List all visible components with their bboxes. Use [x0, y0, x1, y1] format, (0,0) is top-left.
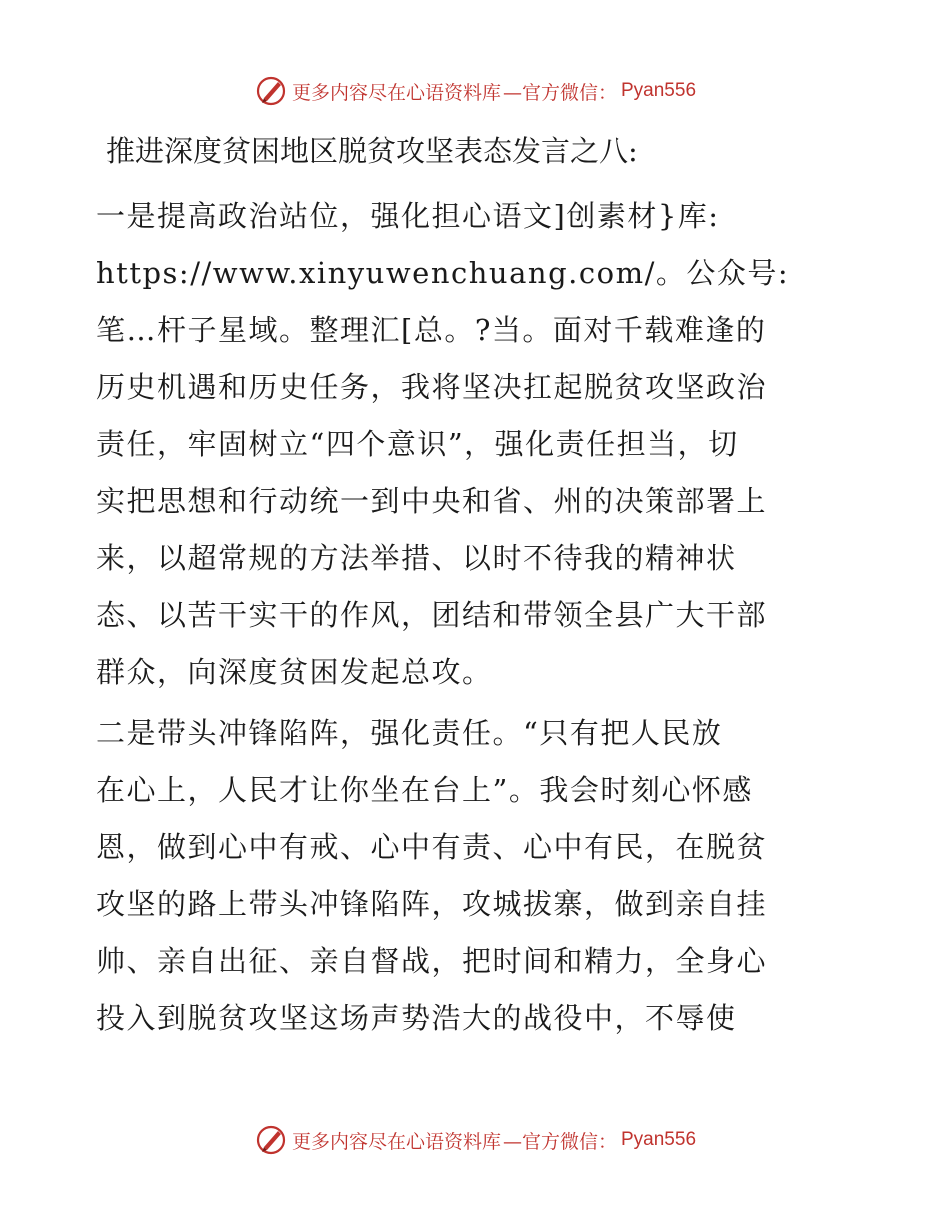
text-line: 历史机遇和历史任务，我将坚决扛起脱贫攻坚政治	[96, 370, 768, 404]
paragraph-1	[96, 188, 866, 701]
banner-official-text: —官方微信：	[502, 1130, 617, 1153]
banner-official-text: —官方微信：	[502, 81, 617, 104]
text-line: 责任，牢固树立“四个意识”，强化责任担当，切	[96, 427, 739, 461]
text-line: 在心上，人民才让你坐在台上”。我会时刻心怀感	[96, 773, 753, 807]
document-body	[96, 128, 866, 1051]
text-line: 投入到脱贫攻坚这场声势浩大的战役中，不辱使	[96, 1001, 737, 1035]
footer-banner	[0, 1120, 950, 1160]
text-line: 恩，做到心中有戒、心中有责、心中有民，在脱贫	[96, 830, 768, 864]
text-line: 笔…杆子星域。整理汇[总。?当。面对千载难逢的	[96, 313, 767, 347]
header-banner	[0, 71, 950, 111]
text-line: https://www.xinyuwenchuang.com/。公众号:	[96, 256, 790, 290]
document-title: 推进深度贫困地区脱贫攻坚表态发言之八:	[106, 134, 638, 168]
text-line: 态、以苦干实干的作风，团结和带领全县广大干部	[96, 598, 768, 632]
text-line: 攻坚的路上带头冲锋陷阵，攻城拔寨，做到亲自挂	[96, 887, 768, 921]
text-line: 二是带头冲锋陷阵，强化责任。“只有把人民放	[96, 716, 723, 750]
text-line: 一是提高政治站位，强化担心语文]创素材}库:	[96, 199, 720, 233]
banner-account-text: Pyan556	[621, 1129, 697, 1150]
paragraph-2	[96, 705, 866, 1047]
banner-account-text: Pyan556	[621, 80, 697, 101]
text-line: 帅、亲自出征、亲自督战，把时间和精力，全身心	[96, 944, 768, 978]
banner-brand-text: 更多内容尽在心语资料库	[291, 1130, 501, 1153]
text-line: 实把思想和行动统一到中央和省、州的决策部署上	[96, 484, 768, 518]
pen-logo-icon	[254, 1123, 288, 1157]
text-line: 来，以超常规的方法举措、以时不待我的精神状	[96, 541, 737, 575]
pen-logo-icon	[254, 74, 288, 108]
banner-brand-text: 更多内容尽在心语资料库	[291, 81, 501, 104]
text-line: 群众，向深度贫困发起总攻。	[96, 655, 493, 689]
